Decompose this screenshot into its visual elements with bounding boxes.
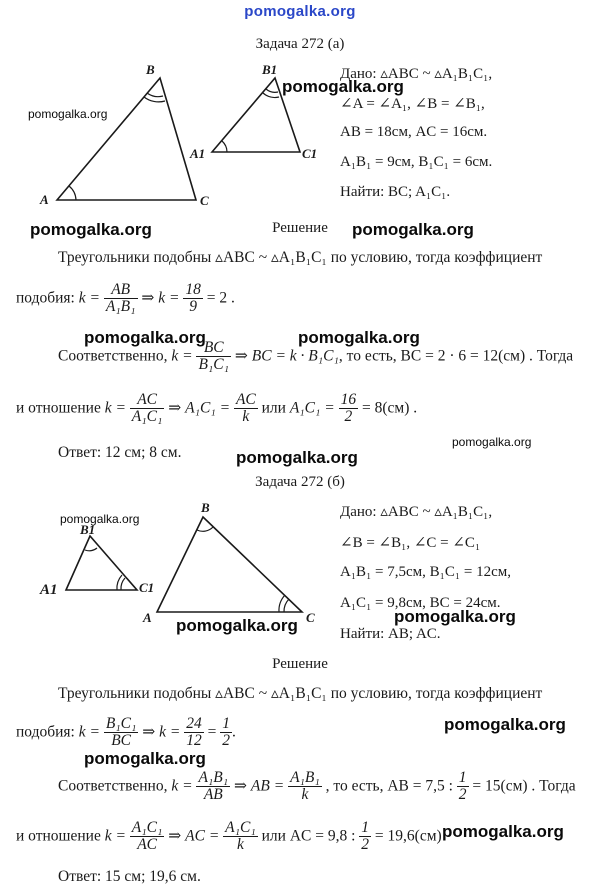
frac-num: 24 — [186, 715, 202, 732]
frac-den: AB — [203, 786, 223, 804]
watermark-14[interactable]: pomogalka.org — [442, 822, 564, 841]
solution-heading-a: Решение — [272, 220, 328, 236]
task-title-b: Задача 272 (б) — [255, 474, 345, 490]
watermark-4[interactable]: pomogalka.org — [352, 220, 474, 239]
angle-mark-b1-b — [85, 548, 97, 551]
solution-a-line-2: подобия: k = $\frac{AB}{\text{A₁B₁}}$ ⇒ k = $\frac{18}{9}$ = 2 . — [16, 281, 235, 316]
watermark-13[interactable]: pomogalka.org — [84, 749, 206, 768]
frac-num: 16 — [340, 391, 357, 408]
triangle-a1b1c1-b — [66, 536, 137, 590]
solution-a-line-4-prefix: и отношение — [16, 399, 101, 417]
frac-num: 1 — [458, 769, 467, 786]
frac-num: A₁C₁ — [225, 819, 256, 836]
solution-a-line-3-result: , то есть, BC = 2 · 6 = 12(см) . Тогда — [338, 347, 574, 365]
solution-a-line-2-prefix: подобия: — [16, 289, 75, 307]
frac-num: B₁C₁ — [105, 715, 137, 732]
solution-a-line-2-tail: = 2 . — [206, 289, 235, 307]
frac-den: BC — [111, 732, 132, 750]
solution-b-line-4-tail: = 19,6(см) — [374, 827, 442, 845]
watermark-2[interactable]: pomogalka.org — [282, 77, 404, 96]
given-a-line-2: ∠A = ∠A₁, ∠B = ∠B₁, — [340, 96, 485, 112]
given-a-line-3: AB = 18см, AC = 16см. — [340, 124, 488, 140]
angle-mark-c1-b-1 — [121, 578, 125, 590]
solution-b-line-2-prefix: подобия: — [16, 723, 75, 741]
task-title-a: Задача 272 (а) — [255, 36, 345, 52]
given-b-line-3: A₁B₁ = 7,5см, B₁C₁ = 12см, — [340, 564, 511, 580]
given-a-line-5: Найти: BC; A₁C₁. — [340, 184, 451, 200]
vertex-label-b-b: B — [201, 500, 210, 515]
frac-num: A₁C₁ — [131, 819, 163, 836]
watermark-8[interactable]: pomogalka.org — [236, 448, 358, 467]
frac-den: 2 — [361, 836, 370, 854]
solution-b-line-2: подобия: k = $\frac{\text{B₁C₁}}{BC}$ ⇒ k = $\frac{24}{12}$ = $\frac{1}{2}$ . — [16, 715, 236, 750]
frac-num: AC — [235, 391, 256, 408]
triangle-abc-b — [157, 517, 302, 612]
angle-mark-c-b-1 — [284, 599, 289, 612]
frac-den: 12 — [186, 732, 202, 750]
watermark-6[interactable]: pomogalka.org — [298, 328, 420, 347]
frac-num: BC — [196, 340, 231, 357]
frac-num: 1 — [361, 819, 370, 836]
watermark-9[interactable]: pomogalka.org — [60, 512, 140, 526]
given-b-line-2: ∠B = ∠B₁, ∠C = ∠C₁ — [340, 535, 481, 551]
given-b-line-5: Найти: AB; AC. — [340, 626, 441, 642]
solution-a-line-3-prefix: Соответственно, — [58, 347, 168, 365]
vertex-label-a: A — [40, 192, 49, 207]
solution-b-line-3-prefix: Соответственно, — [58, 777, 168, 795]
angle-mark-b-b — [197, 527, 213, 531]
solution-b-line-4: и отношение k = $\frac{\text{A₁C₁}}{AC}$ ⇒ AC = $\frac{\text{A₁C₁}}{k}$ или AC = 9,8 : $\frac{1}{2}$ = 19,6(см) — [16, 819, 442, 854]
frac-num: 1 — [222, 715, 231, 732]
solution-a-line-3: Соответственно, k = $\frac{BC}{\text{B₁C₁}}$ ⇒ BC = k · B₁C₁, то есть, BC = 2 · 6 = 12(см) . Тогда — [58, 339, 574, 374]
watermark-12[interactable]: pomogalka.org — [444, 715, 566, 734]
answer-a: Ответ: 12 см; 8 см. — [58, 444, 182, 461]
frac-den: 2 — [344, 408, 353, 426]
watermark-5[interactable]: pomogalka.org — [84, 328, 206, 347]
watermark-10[interactable]: pomogalka.org — [176, 616, 298, 635]
solution-b-line-3-tail: = 15(см) . Тогда — [472, 777, 576, 795]
watermark-1[interactable]: pomogalka.org — [28, 107, 108, 121]
given-b-line-1: Дано: ▵ABC ~ ▵A₁B₁C₁, — [340, 504, 493, 520]
given-b-line-4: A₁C₁ = 9,8см, BC = 24см. — [340, 595, 501, 611]
solution-a-line-4-mid: или — [261, 399, 286, 417]
frac-den: k — [301, 786, 309, 804]
watermark-3[interactable]: pomogalka.org — [30, 220, 152, 239]
frac-num: A₁B₁ — [290, 769, 320, 786]
frac-num: AB — [104, 282, 138, 299]
frac-den: 9 — [189, 298, 198, 316]
frac-num: 18 — [185, 281, 201, 298]
solution-b-line-3: Соответственно, k = $\frac{\text{A₁B₁}}{AB}$ ⇒ AB = $\frac{\text{A₁B₁}}{k}$ , то есть, AB = 7,5 : $\frac{1}{2}$ = 15(см) . Тогда — [58, 769, 576, 804]
watermark-7[interactable]: pomogalka.org — [452, 435, 532, 449]
vertex-label-a-b: A — [143, 610, 152, 625]
vertex-label-b1: B1 — [262, 62, 278, 77]
vertex-label-c1: C1 — [302, 146, 318, 161]
solution-heading-b: Решение — [272, 656, 328, 672]
solution-a-line-4: и отношение k = $\frac{AC}{\text{A₁C₁}}$ ⇒ A₁C₁ = $\frac{AC}{k}$ или A₁C₁ = $\frac{16}{2}$ = 8(см) . — [16, 391, 418, 426]
solution-a-line-4-tail: = 8(см) . — [362, 399, 418, 417]
site-header[interactable]: pomogalka.org — [244, 3, 356, 20]
watermark-11[interactable]: pomogalka.org — [394, 607, 516, 626]
vertex-label-a1-b: A1 — [40, 582, 58, 598]
vertex-label-b1-b: B1 — [80, 522, 96, 537]
solution-b-line-3-result: , то есть, AB = 7,5 : — [325, 777, 453, 795]
vertex-label-a1: A1 — [190, 146, 206, 161]
frac-den: A₁C₁ — [131, 408, 163, 426]
solution-b-line-4-prefix: и отношение — [16, 827, 101, 845]
frac-den: 2 — [222, 732, 231, 750]
frac-den: B₁C₁ — [198, 356, 230, 374]
solution-b-line-4-result: или AC = 9,8 : — [261, 827, 356, 845]
answer-b: Ответ: 15 см; 19,6 см. — [58, 868, 201, 885]
frac-num: AC — [130, 392, 165, 409]
vertex-label-c: C — [200, 193, 209, 208]
given-a-line-4: A₁B₁ = 9см, B₁C₁ = 6см. — [340, 154, 493, 170]
vertex-label-c1-b: C1 — [139, 580, 155, 595]
solution-b-line-1: Треугольники подобны ▵ABC ~ ▵A₁B₁C₁ по условию, тогда коэффициент — [58, 685, 543, 702]
solution-a-line-1: Треугольники подобны ▵ABC ~ ▵A₁B₁C₁ по условию, тогда коэффициент — [58, 249, 543, 266]
frac-den: 2 — [458, 786, 467, 804]
frac-den: AC — [137, 836, 157, 854]
frac-den: A₁B₁ — [105, 298, 136, 316]
vertex-label-c-b: C — [306, 610, 315, 625]
solution-a-line-3-mid: ⇒ BC = k · B₁C₁ — [234, 347, 339, 365]
frac-den: k — [237, 836, 244, 854]
vertex-label-b: B — [146, 62, 155, 77]
frac-den: k — [242, 408, 250, 426]
frac-num: A₁B₁ — [198, 769, 229, 786]
given-a-line-1: Дано: ▵ABC ~ ▵A₁B₁C₁, — [340, 66, 493, 82]
